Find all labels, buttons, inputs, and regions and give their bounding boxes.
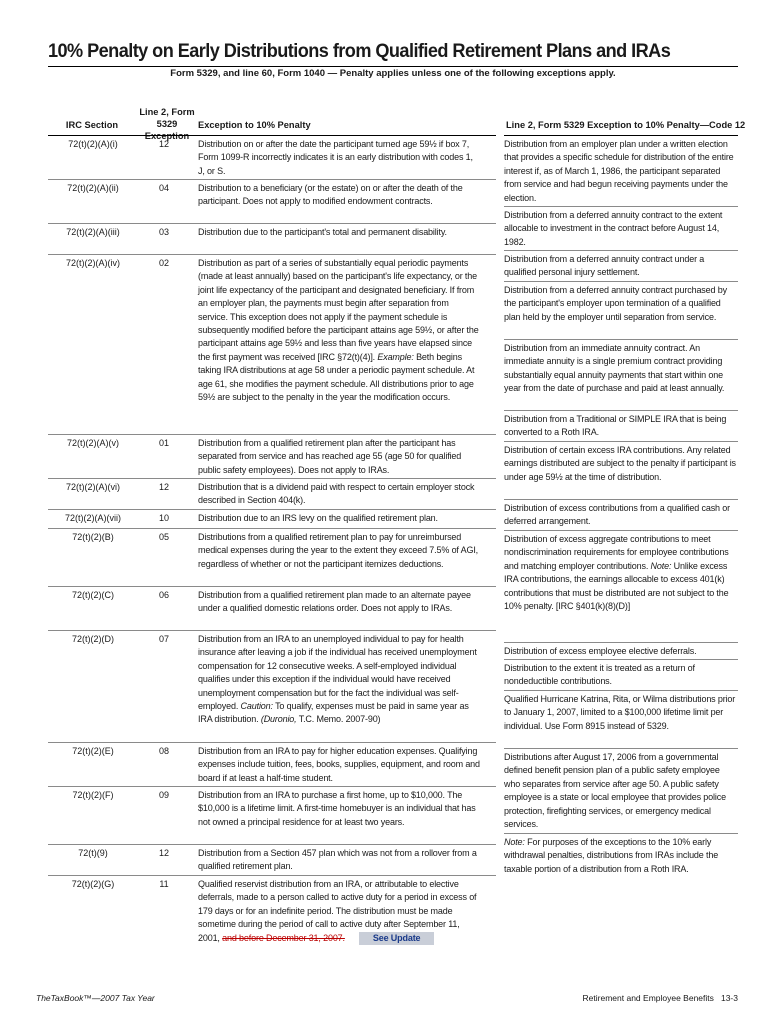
footer-page-number: Retirement and Employee Benefits 13-3	[582, 993, 738, 1003]
irc-section-cell: 72(t)(2)(A)(i)	[68, 139, 118, 149]
exception-description-cell: Distribution as part of a series of substantially equal periodic payments (made at least annually) based on the participant's life expectancy, or the joint life expectancy of the participant and designated beneficiary. If from an employer plan, the payments must begin after separation from service. This exception does not apply if the payment schedule is subsequently modified before the participant attains age 59½, or after the participant attains age 59½ and less than five years have elapsed since the first payment was received [IRC §72(t)(4)]. Example: Beth begins taking IRA distributions at age 58 under a periodic payment schedule. At age 61, she modifies the payment schedule. All distributions prior to age 59½ are subject to the penalty in the year the modification occurs.	[198, 258, 479, 403]
exception-description-cell: Qualified reservist distribution from an IRA, or attributable to elective deferrals, made to a person called to active duty for a period in excess of 179 days or for an indefinite period. The distribution must be made sometime during the period of call to active duty after September 11, 2001, and before December 31, 2007. See Update	[198, 878, 480, 962]
exception-code-cell: 01	[158, 438, 169, 448]
exceptions-table	[48, 135, 496, 962]
list-item: Distribution from an employer plan under a written election that provides a specific schedule for distribution of the entire interest if, as of March 1, 1986, the participant separated from service and had begun receiving payments under the election.	[504, 135, 738, 206]
exception-code-cell: 05	[158, 532, 169, 542]
exception-description-cell: Distribution that is a dividend paid with respect to certain employer stock described in Section 404(k).	[198, 482, 475, 506]
exception-description-cell: Distribution from an IRA to purchase a first home, up to $10,000. The $10,000 is a lifetime limit. A first-time homebuyer is an individual that has not owned a principal residence for at least two years.	[198, 790, 476, 827]
table-row	[48, 742, 496, 786]
struck-text: and before December 31, 2007.	[222, 932, 345, 943]
irc-section-cell: 72(t)(2)(E)	[72, 746, 114, 756]
list-item: Distribution from a Traditional or SIMPLE IRA that is being converted to a Roth IRA.	[504, 410, 738, 441]
exception-code-cell: 11	[159, 879, 169, 889]
table-row	[48, 528, 496, 586]
list-item: Distribution of excess aggregate contributions to meet nondiscrimination requirements for employee contributions and matching employer contributions. Note: Unlike excess IRA contributions, the earnings allocable to excess 401(k) contributions that must be distributed are not subject to the 10% penalty. [IRC §401(k)(8)(D)]	[504, 530, 738, 642]
irc-section-cell: 72(t)(9)	[78, 848, 108, 858]
exception-code-cell: 03	[158, 227, 169, 237]
exception-description-cell: Distribution on or after the date the participant turned age 59½ if box 7, Form 1099-R incorrectly indicates it is an early distribution with codes 1, J, or S.	[198, 139, 473, 176]
list-item: Distribution of excess employee elective deferrals.	[504, 642, 738, 659]
exception-description-cell: Distribution due to the participant's total and permanent disability.	[198, 227, 447, 237]
list-item: Distribution from a deferred annuity contract to the extent allocable to investment in the contract before August 14, 1982.	[504, 206, 738, 250]
exception-code-cell: 12	[158, 139, 169, 149]
exception-code-cell: 12	[158, 848, 169, 858]
exception-description-cell: Distribution due to an IRS levy on the qualified retirement plan.	[198, 513, 438, 523]
code-12-exceptions-list	[504, 135, 738, 892]
exception-description-cell: Distribution from an IRA to an unemployed individual to pay for health insurance after leaving a job if the individual has received unemployment compensation for 12 consecutive weeks. A self-employed individual qualifies under this exception if the individual would have received unemployment compensation but for the fact the individual was self-employed. Caution: To qualify, expenses must be paid in same year as IRA distribution. (Duronio, T.C. Memo. 2007-90)	[198, 634, 477, 725]
irc-section-cell: 72(t)(2)(A)(vii)	[65, 513, 121, 523]
exception-code-cell: 04	[158, 183, 169, 193]
table-row	[48, 223, 496, 254]
irc-section-cell: 72(t)(2)(B)	[72, 532, 114, 542]
exception-description-cell: Distributions from a qualified retirement plan to pay for unreimbursed medical expenses during the year to the extent they exceed 7.5% of AGI, regardless of whether or not the participant itemizes deductions.	[198, 532, 479, 569]
table-row	[48, 586, 496, 630]
page-title: 10% Penalty on Early Distributions from Qualified Retirement Plans and IRAs	[48, 40, 671, 62]
table-row	[48, 135, 496, 179]
exception-description-cell: Distribution from a Section 457 plan which was not from a rollover from a qualified retirement plan.	[198, 848, 477, 872]
header-right-column: Line 2, Form 5329 Exception to 10% Penalty—Code 12	[506, 120, 746, 130]
exception-code-cell: 08	[158, 746, 169, 756]
exception-code-cell: 02	[158, 258, 169, 268]
table-row	[48, 478, 496, 509]
see-update-button[interactable]: See Update	[359, 932, 435, 945]
exception-code-cell: 06	[158, 590, 169, 600]
exception-code-cell: 10	[158, 513, 169, 523]
exception-code-cell: 07	[158, 634, 169, 644]
list-item: Distributions after August 17, 2006 from a governmental defined benefit pension plan of a public safety employee who separates from service after age 50. A public safety employee is a state or local employee that provides police protection, firefighting services, or emergency medical services.	[504, 748, 738, 833]
list-item: Distribution of excess contributions from a qualified cash or deferred arrangement.	[504, 499, 738, 530]
list-item: Distribution from a deferred annuity contract under a qualified personal injury settlement.	[504, 250, 738, 281]
irc-section-cell: 72(t)(2)(G)	[71, 879, 115, 889]
irc-section-cell: 72(t)(2)(A)(iv)	[66, 258, 120, 268]
list-item: Distribution from an immediate annuity contract. An immediate annuity is a single premium contract providing substantially equal annuity payments that start within one year from the date of purchase and paid at least annually.	[504, 339, 738, 410]
irc-section-cell: 72(t)(2)(C)	[72, 590, 114, 600]
irc-section-cell: 72(t)(2)(A)(iii)	[66, 227, 120, 237]
irc-section-cell: 72(t)(2)(F)	[72, 790, 114, 800]
irc-section-cell: 72(t)(2)(A)(vi)	[66, 482, 120, 492]
exception-description-cell: Distribution from a qualified retirement plan after the participant has separated from service and has reached age 55 (age 50 for qualified public safety employees). Does not apply to IRAs.	[198, 438, 462, 475]
table-row	[48, 844, 496, 875]
table-row	[48, 786, 496, 844]
table-row	[48, 434, 496, 478]
list-item: Distribution to the extent it is treated as a return of nondeductible contributions.	[504, 659, 738, 690]
irc-section-cell: 72(t)(2)(D)	[72, 634, 114, 644]
exception-code-cell: 09	[158, 790, 169, 800]
exception-description-cell: Distribution from a qualified retirement plan made to an alternate payee under a qualified domestic relations order. Does not apply to IRAs.	[198, 590, 471, 614]
table-row	[48, 630, 496, 742]
list-item: Distribution from a deferred annuity contract purchased by the participant's employer upon termination of a qualified plan held by the employer until separation from service.	[504, 281, 738, 339]
table-row	[48, 875, 496, 962]
table-row	[48, 179, 496, 223]
exception-code-cell: 12	[158, 482, 169, 492]
header-line2: Line 2, Form 5329 Exception	[139, 107, 195, 141]
table-row	[48, 254, 496, 434]
footer-book-title: TheTaxBook™—2007 Tax Year	[36, 993, 155, 1003]
irc-section-cell: 72(t)(2)(A)(v)	[67, 438, 119, 448]
exception-description-cell: Distribution from an IRA to pay for higher education expenses. Qualifying expenses include tuition, fees, books, supplies, equipment, and room and board if at least a half-time student.	[198, 746, 480, 783]
page-subtitle: Form 5329, and line 60, Form 1040 — Penalty applies unless one of the following exceptions apply.	[170, 68, 616, 79]
header-irc-section: IRC Section	[65, 120, 119, 130]
exception-description-cell: Distribution to a beneficiary (or the estate) on or after the death of the participant. Does not apply to modified endowment contracts.	[198, 183, 463, 207]
header-exception: Exception to 10% Penalty	[198, 120, 311, 130]
final-note: Note: For purposes of the exceptions to the 10% early withdrawal penalties, distributions from IRAs include the taxable portion of a distribution from a Roth IRA.	[504, 833, 738, 892]
title-rule	[48, 66, 738, 67]
table-row	[48, 509, 496, 528]
list-item: Distribution of certain excess IRA contributions. Any related earnings distributed are subject to the penalty if participant is under age 59½ at the time of distribution.	[504, 441, 738, 499]
irc-section-cell: 72(t)(2)(A)(ii)	[67, 183, 119, 193]
list-item: Qualified Hurricane Katrina, Rita, or Wilma distributions prior to January 1, 2007, limited to a $100,000 lifetime limit per individual. Use Form 8915 instead of 5329.	[504, 690, 738, 748]
